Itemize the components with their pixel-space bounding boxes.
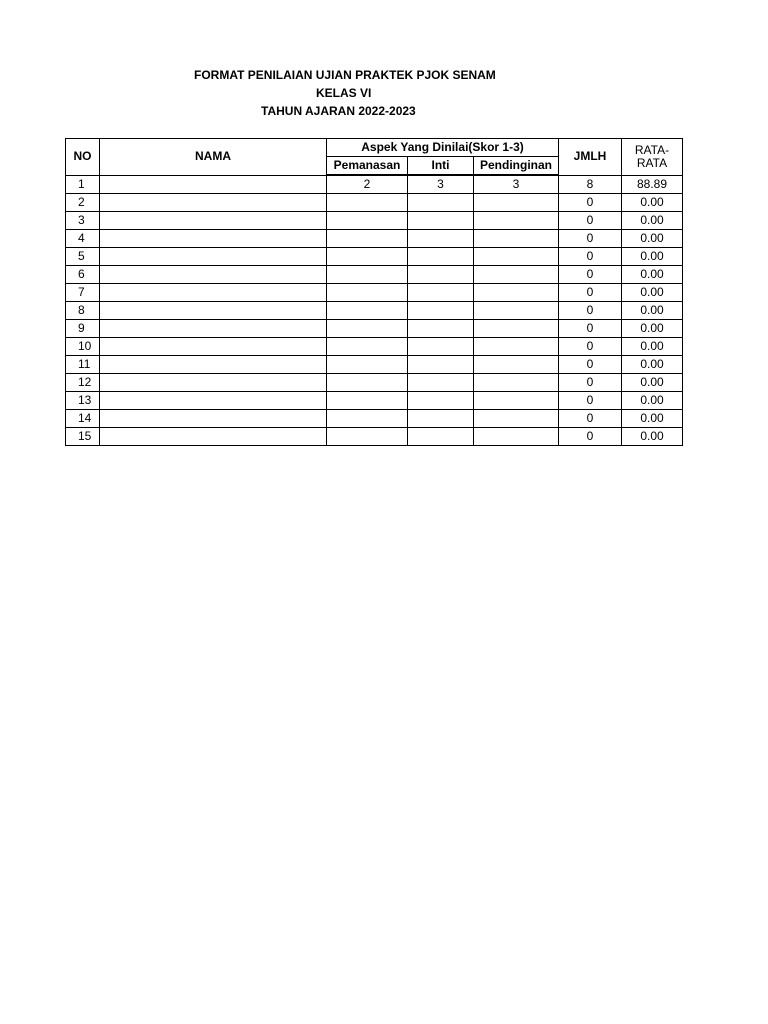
header-pemanasan: Pemanasan [327,157,408,176]
cell-pemanasan [327,338,408,356]
cell-no: 5 [66,248,100,266]
cell-inti [408,266,474,284]
header-nama: NAMA [100,139,327,176]
header-no: NO [66,139,100,176]
cell-rata: 0.00 [622,338,683,356]
cell-nama [100,248,327,266]
cell-pemanasan [327,212,408,230]
table-row [66,338,683,356]
cell-no: 11 [66,356,100,374]
cell-pemanasan [327,356,408,374]
cell-pemanasan [327,230,408,248]
cell-jmlh: 0 [559,320,622,338]
cell-pendinginan [474,230,559,248]
table-row [66,428,683,446]
cell-nama [100,230,327,248]
cell-jmlh: 0 [559,266,622,284]
cell-jmlh: 0 [559,338,622,356]
cell-jmlh: 0 [559,428,622,446]
cell-rata: 0.00 [622,392,683,410]
cell-rata: 88.89 [622,175,683,194]
cell-no: 14 [66,410,100,428]
cell-no: 10 [66,338,100,356]
cell-jmlh: 0 [559,356,622,374]
cell-nama [100,194,327,212]
cell-rata: 0.00 [622,356,683,374]
cell-nama [100,175,327,194]
header-rata: RATA-RATA [622,139,683,176]
cell-rata: 0.00 [622,212,683,230]
cell-nama [100,410,327,428]
cell-no: 4 [66,230,100,248]
cell-no: 2 [66,194,100,212]
table-header [66,139,683,176]
cell-rata: 0.00 [622,194,683,212]
cell-rata: 0.00 [622,410,683,428]
table-row [66,248,683,266]
cell-no: 13 [66,392,100,410]
cell-jmlh: 0 [559,302,622,320]
table-body [66,175,683,446]
cell-no: 8 [66,302,100,320]
cell-pemanasan [327,428,408,446]
cell-inti: 3 [408,175,474,194]
cell-pemanasan [327,302,408,320]
cell-pendinginan [474,284,559,302]
cell-nama [100,284,327,302]
cell-nama [100,428,327,446]
cell-jmlh: 0 [559,410,622,428]
cell-rata: 0.00 [622,248,683,266]
cell-jmlh: 0 [559,248,622,266]
cell-nama [100,374,327,392]
cell-pendinginan [474,392,559,410]
cell-rata: 0.00 [622,230,683,248]
cell-no: 3 [66,212,100,230]
cell-nama [100,212,327,230]
cell-no: 12 [66,374,100,392]
table-row [66,356,683,374]
cell-pendinginan [474,338,559,356]
cell-pendinginan [474,302,559,320]
cell-pendinginan [474,410,559,428]
cell-jmlh: 0 [559,194,622,212]
table-row [66,175,683,194]
cell-pendinginan: 3 [474,175,559,194]
cell-jmlh: 0 [559,284,622,302]
cell-inti [408,410,474,428]
academic-year-label: TAHUN AJARAN 2022-2023 [261,104,416,118]
cell-pendinginan [474,320,559,338]
cell-inti [408,284,474,302]
cell-inti [408,356,474,374]
cell-rata: 0.00 [622,320,683,338]
cell-pemanasan [327,266,408,284]
cell-inti [408,212,474,230]
cell-pendinginan [474,266,559,284]
cell-pemanasan [327,392,408,410]
cell-pemanasan: 2 [327,175,408,194]
grading-table [65,138,683,446]
table-row [66,194,683,212]
cell-inti [408,230,474,248]
header-pendinginan: Pendinginan [474,157,559,176]
table-row [66,284,683,302]
cell-jmlh: 0 [559,392,622,410]
cell-inti [408,428,474,446]
cell-pendinginan [474,248,559,266]
cell-rata: 0.00 [622,284,683,302]
table-row [66,374,683,392]
cell-jmlh: 8 [559,175,622,194]
cell-pendinginan [474,194,559,212]
cell-pemanasan [327,374,408,392]
header-jmlh: JMLH [559,139,622,176]
table-row [66,302,683,320]
cell-rata: 0.00 [622,428,683,446]
cell-pendinginan [474,428,559,446]
cell-no: 15 [66,428,100,446]
table-row [66,320,683,338]
table-row [66,392,683,410]
cell-inti [408,302,474,320]
table-row [66,212,683,230]
cell-pendinginan [474,356,559,374]
cell-pemanasan [327,320,408,338]
header-aspek: Aspek Yang Dinilai(Skor 1-3) [327,139,559,157]
table-row [66,230,683,248]
cell-pemanasan [327,284,408,302]
cell-inti [408,374,474,392]
cell-inti [408,320,474,338]
cell-inti [408,194,474,212]
cell-no: 9 [66,320,100,338]
cell-jmlh: 0 [559,374,622,392]
cell-no: 7 [66,284,100,302]
cell-inti [408,338,474,356]
cell-nama [100,338,327,356]
cell-nama [100,320,327,338]
cell-pemanasan [327,248,408,266]
header-inti: Inti [408,157,474,176]
class-label: KELAS VI [316,86,372,100]
cell-nama [100,302,327,320]
cell-pemanasan [327,194,408,212]
cell-no: 1 [66,175,100,194]
cell-inti [408,248,474,266]
table-row [66,266,683,284]
cell-pendinginan [474,212,559,230]
cell-inti [408,392,474,410]
cell-no: 6 [66,266,100,284]
cell-nama [100,266,327,284]
cell-pemanasan [327,410,408,428]
cell-nama [100,392,327,410]
cell-jmlh: 0 [559,212,622,230]
cell-pendinginan [474,374,559,392]
cell-rata: 0.00 [622,374,683,392]
table-row [66,410,683,428]
cell-rata: 0.00 [622,302,683,320]
cell-jmlh: 0 [559,230,622,248]
cell-rata: 0.00 [622,266,683,284]
document-title: FORMAT PENILAIAN UJIAN PRAKTEK PJOK SENAM [194,68,496,82]
cell-nama [100,356,327,374]
